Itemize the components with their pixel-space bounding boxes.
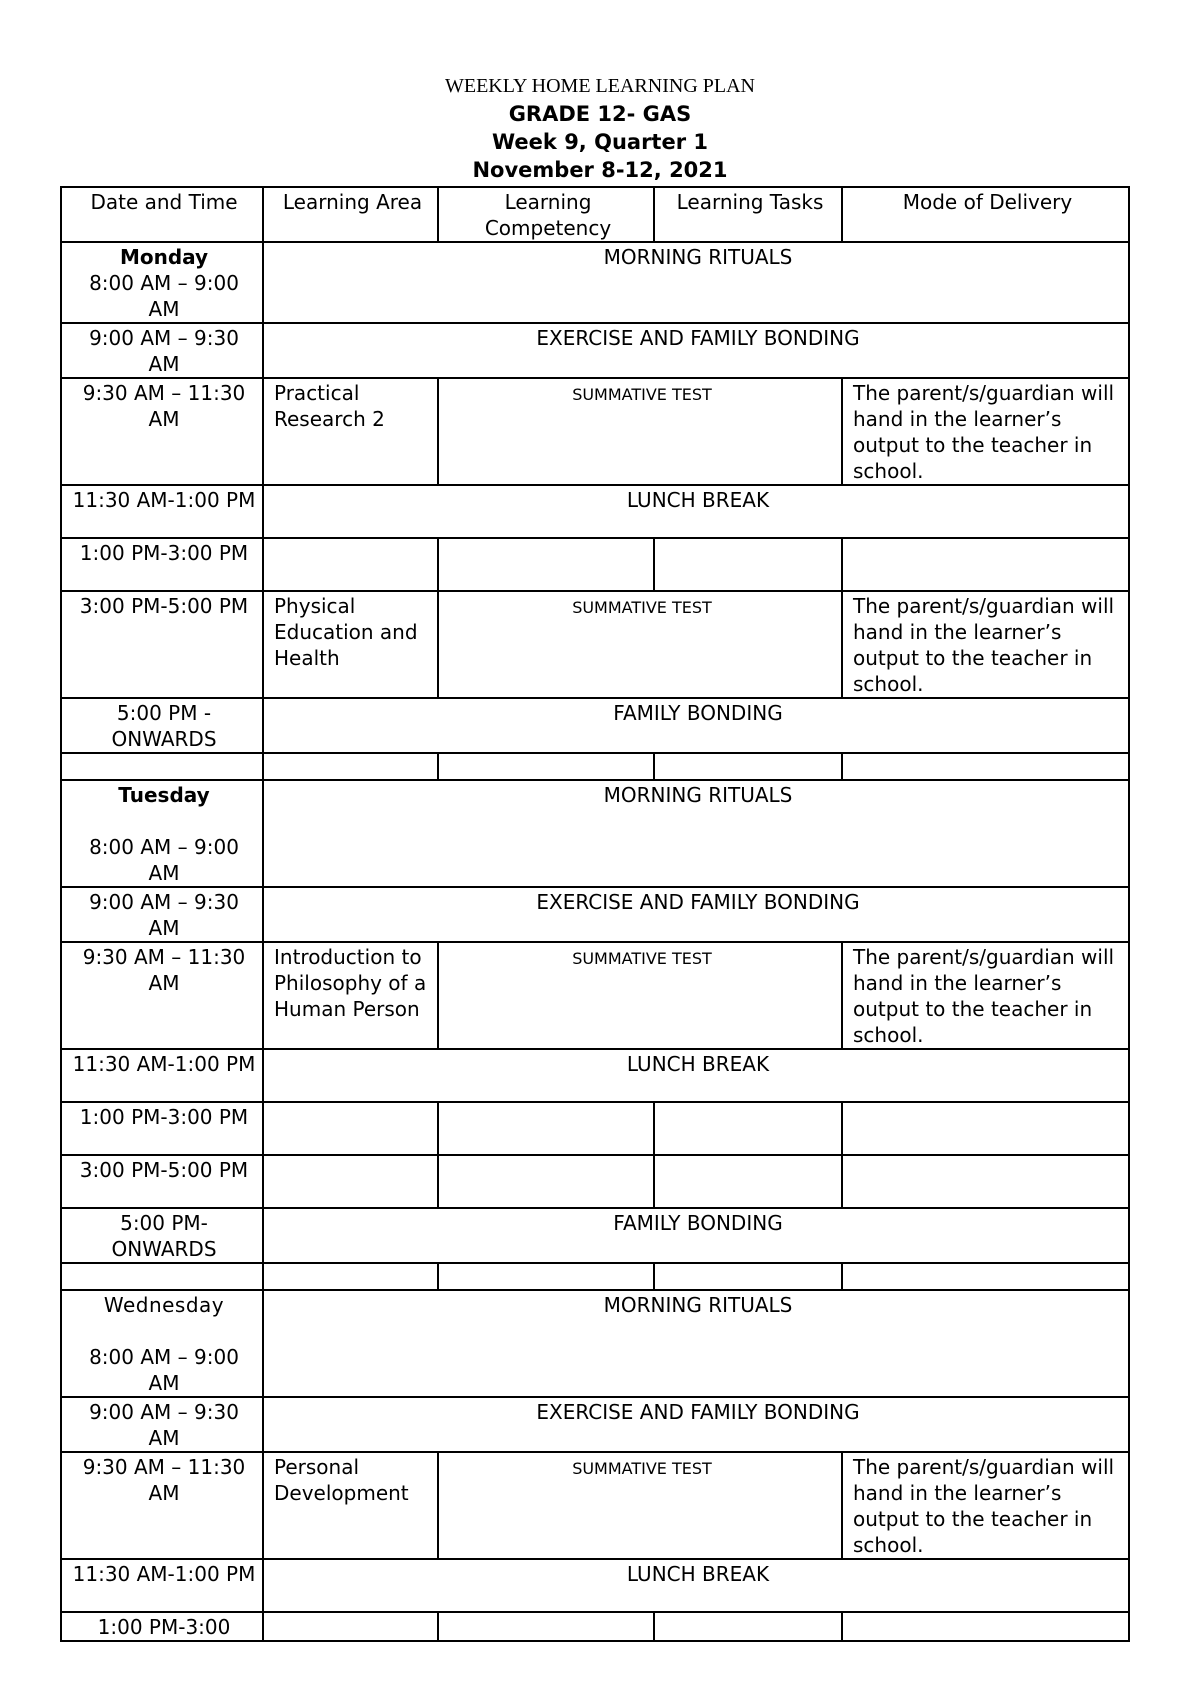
time-slot: 5:00 PM - ONWARDS xyxy=(61,698,263,753)
table-row xyxy=(61,887,1129,942)
time-slot: 3:00 PM-5:00 PM xyxy=(61,1155,263,1208)
table-row xyxy=(61,1290,1129,1397)
table-row xyxy=(61,780,1129,887)
summative-test-label: SUMMATIVE TEST xyxy=(572,598,712,617)
activity-cell: EXERCISE AND FAMILY BONDING xyxy=(263,323,1129,378)
table-row xyxy=(61,242,1129,323)
empty-cell xyxy=(842,1612,1129,1641)
time-cell xyxy=(61,242,263,323)
learning-area-cell: Personal Development xyxy=(263,1452,438,1559)
table-row xyxy=(61,485,1129,538)
learning-area-cell: Practical Research 2 xyxy=(263,378,438,485)
day-label: Monday xyxy=(119,245,209,269)
day-label: Tuesday xyxy=(118,783,210,807)
table-row xyxy=(61,1102,1129,1155)
empty-cell xyxy=(842,1155,1129,1208)
table-row xyxy=(61,1612,1129,1641)
empty-cell xyxy=(263,1102,438,1155)
time-slot: 9:00 AM – 9:30 AM xyxy=(61,887,263,942)
summative-test-label: SUMMATIVE TEST xyxy=(572,1459,712,1478)
activity-cell: EXERCISE AND FAMILY BONDING xyxy=(263,1397,1129,1452)
empty-cell xyxy=(438,1263,654,1290)
activity-cell: FAMILY BONDING xyxy=(263,1208,1129,1263)
task-cell xyxy=(438,591,842,698)
empty-cell xyxy=(438,1102,654,1155)
time-cell xyxy=(61,1290,263,1397)
empty-cell xyxy=(654,753,842,780)
time-slot: 9:30 AM – 11:30 AM xyxy=(61,378,263,485)
column-header: Mode of Delivery xyxy=(842,187,1129,242)
spacer-row xyxy=(61,1263,1129,1290)
column-header: Learning Area xyxy=(263,187,438,242)
week-label: Week 9, Quarter 1 xyxy=(492,130,708,154)
activity-cell: EXERCISE AND FAMILY BONDING xyxy=(263,887,1129,942)
empty-cell xyxy=(438,753,654,780)
delivery-cell: The parent/s/guardian will hand in the learner’s output to the teacher in school. xyxy=(842,942,1129,1049)
time-slot: 9:00 AM – 9:30 AM xyxy=(61,1397,263,1452)
empty-cell xyxy=(842,1102,1129,1155)
column-header: Date and Time xyxy=(61,187,263,242)
table-row xyxy=(61,942,1129,1049)
document-header xyxy=(0,72,1200,184)
summative-test-label: SUMMATIVE TEST xyxy=(572,385,712,404)
empty-cell xyxy=(263,1155,438,1208)
learning-plan-table xyxy=(60,186,1130,1642)
time-slot: 11:30 AM-1:00 PM xyxy=(61,1559,263,1612)
column-header: Learning Competency xyxy=(438,187,654,242)
activity-cell: MORNING RITUALS xyxy=(263,1290,1129,1397)
table-row xyxy=(61,1208,1129,1263)
plan-title: WEEKLY HOME LEARNING PLAN xyxy=(445,75,755,97)
table-row xyxy=(61,1559,1129,1612)
empty-cell xyxy=(263,1612,438,1641)
empty-cell xyxy=(61,753,263,780)
learning-area-cell: Physical Education and Health xyxy=(263,591,438,698)
delivery-cell: The parent/s/guardian will hand in the learner’s output to the teacher in school. xyxy=(842,591,1129,698)
table-row xyxy=(61,1155,1129,1208)
table-row xyxy=(61,698,1129,753)
empty-cell xyxy=(263,1263,438,1290)
activity-cell: MORNING RITUALS xyxy=(263,242,1129,323)
time-slot: 1:00 PM-3:00 xyxy=(61,1612,263,1641)
empty-cell xyxy=(654,1155,842,1208)
table-row xyxy=(61,378,1129,485)
task-cell xyxy=(438,942,842,1049)
table-row xyxy=(61,1049,1129,1102)
table-row xyxy=(61,591,1129,698)
empty-cell xyxy=(842,753,1129,780)
task-cell xyxy=(438,378,842,485)
activity-cell: MORNING RITUALS xyxy=(263,780,1129,887)
activity-cell: LUNCH BREAK xyxy=(263,485,1129,538)
activity-cell: FAMILY BONDING xyxy=(263,698,1129,753)
time-slot: 8:00 AM – 9:00 AM xyxy=(89,271,239,321)
time-slot: 1:00 PM-3:00 PM xyxy=(61,538,263,591)
empty-cell xyxy=(438,1612,654,1641)
empty-cell xyxy=(263,538,438,591)
column-header: Learning Tasks xyxy=(654,187,842,242)
empty-cell xyxy=(654,1102,842,1155)
table-header-row xyxy=(61,187,1129,242)
activity-cell: LUNCH BREAK xyxy=(263,1559,1129,1612)
table-row xyxy=(61,1397,1129,1452)
time-slot: 5:00 PM- ONWARDS xyxy=(61,1208,263,1263)
empty-cell xyxy=(438,538,654,591)
time-slot: 9:00 AM – 9:30 AM xyxy=(61,323,263,378)
date-range: November 8-12, 2021 xyxy=(472,158,728,182)
empty-cell xyxy=(842,1263,1129,1290)
empty-cell xyxy=(842,538,1129,591)
empty-cell xyxy=(654,538,842,591)
time-cell xyxy=(61,780,263,887)
time-slot: 1:00 PM-3:00 PM xyxy=(61,1102,263,1155)
task-cell xyxy=(438,1452,842,1559)
table-row xyxy=(61,1452,1129,1559)
grade-label: GRADE 12- GAS xyxy=(508,102,692,126)
spacer-row xyxy=(61,753,1129,780)
time-slot: 8:00 AM – 9:00 AM xyxy=(89,1345,239,1395)
empty-cell xyxy=(438,1155,654,1208)
time-slot: 11:30 AM-1:00 PM xyxy=(61,485,263,538)
table-row xyxy=(61,538,1129,591)
empty-cell xyxy=(263,753,438,780)
summative-test-label: SUMMATIVE TEST xyxy=(572,949,712,968)
empty-cell xyxy=(654,1612,842,1641)
time-slot: 9:30 AM – 11:30 AM xyxy=(61,1452,263,1559)
day-label: Wednesday xyxy=(103,1293,225,1317)
learning-area-cell: Introduction to Philosophy of a Human Person xyxy=(263,942,438,1049)
time-slot: 8:00 AM – 9:00 AM xyxy=(89,835,239,885)
time-slot: 11:30 AM-1:00 PM xyxy=(61,1049,263,1102)
time-slot: 9:30 AM – 11:30 AM xyxy=(61,942,263,1049)
delivery-cell: The parent/s/guardian will hand in the learner’s output to the teacher in school. xyxy=(842,378,1129,485)
table-row xyxy=(61,323,1129,378)
time-slot: 3:00 PM-5:00 PM xyxy=(61,591,263,698)
activity-cell: LUNCH BREAK xyxy=(263,1049,1129,1102)
empty-cell xyxy=(654,1263,842,1290)
empty-cell xyxy=(61,1263,263,1290)
delivery-cell: The parent/s/guardian will hand in the learner’s output to the teacher in school. xyxy=(842,1452,1129,1559)
